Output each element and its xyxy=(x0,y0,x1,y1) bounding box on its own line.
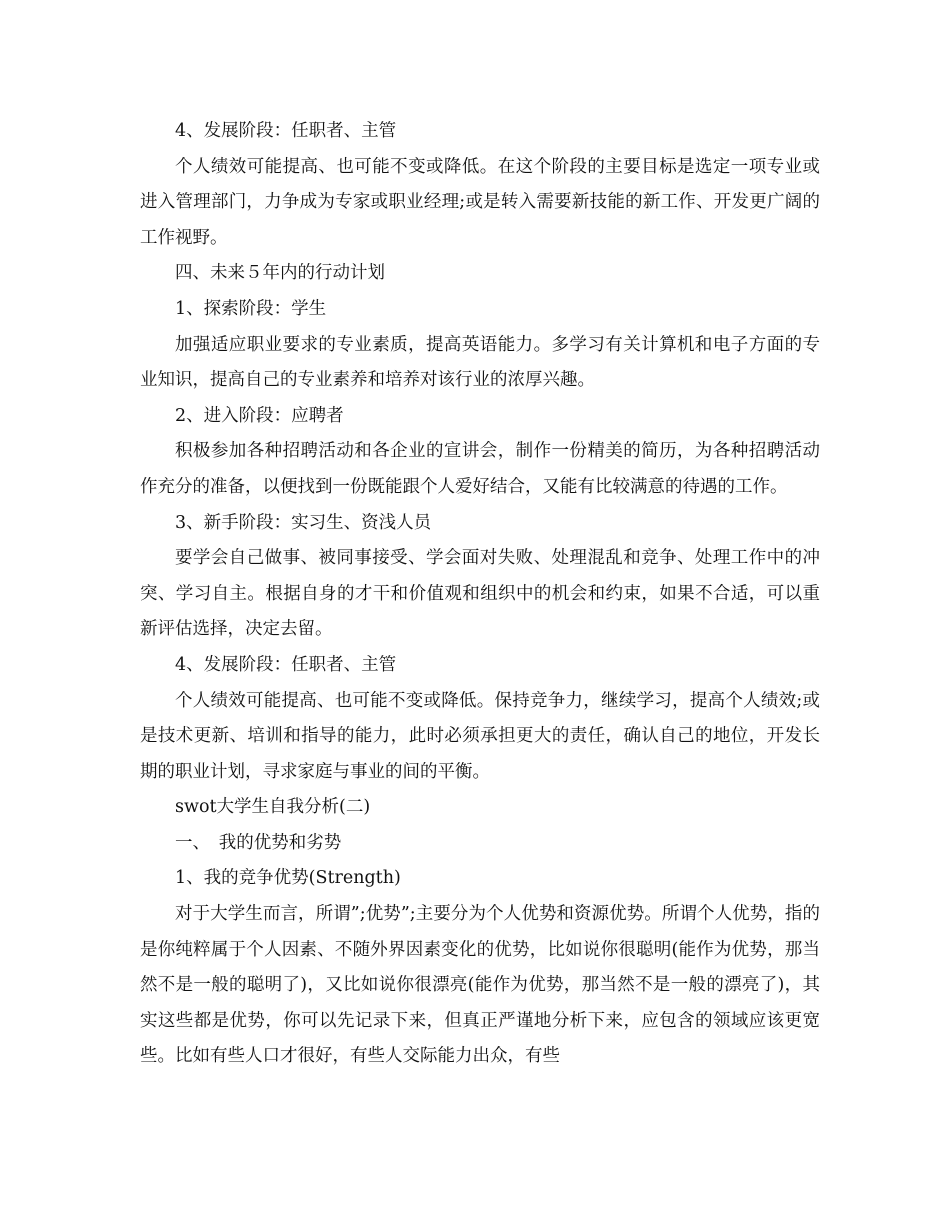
section-heading-strengths-weaknesses: 一、 我的优势和劣势 xyxy=(175,832,342,853)
paragraph-development-stage-1: 个人绩效可能提高、也可能不变或降低。在这个阶段的主要目标是选定一项专业或进入管理部门，力争成为专家或职业经理;或是转入需要新技能的新工作、开发更广阔的工作视野。 xyxy=(140,156,820,248)
section-heading-action-plan: 四、未来５年内的行动计划 xyxy=(175,263,385,284)
section-title-swot: swot大学生自我分析(二) xyxy=(175,797,371,818)
document-body xyxy=(140,114,820,1075)
paragraph-entry-stage: 积极参加各种招聘活动和各企业的宣讲会，制作一份精美的简历，为各种招聘活动作充分的准备，以便找到一份既能跟个人爱好结合，又能有比较满意的待遇的工作。 xyxy=(140,441,820,497)
paragraph-strength: 对于大学生而言，所谓”;优势”;主要分为个人优势和资源优势。所谓个人优势，指的是你纯粹属于个人因素、不随外界因素变化的优势，比如说你很聪明(能作为优势，那当然不是一般的聪明了)，又比如说你很漂亮(能作为优势，那当然不是一般的漂亮了)，其实这些都是优势，你可以先记录下来，但真正严谨地分析下来，应包含的领域应该更宽些。比如有些人口才很好，有些人交际能力出众，有些 xyxy=(140,904,820,1067)
subheading-strength: 1、我的竞争优势(Strength) xyxy=(175,868,401,889)
paragraph-novice-stage: 要学会自己做事、被同事接受、学会面对失败、处理混乱和竞争、处理工作中的冲突、学习自主。根据自身的才干和价值观和组织中的机会和约束，如果不合适，可以重新评估选择，决定去留。 xyxy=(140,548,820,640)
subheading-development-stage-2: 4、发展阶段：任职者、主管 xyxy=(175,654,397,675)
subheading-novice-stage: 3、新手阶段：实习生、资浅人员 xyxy=(175,512,432,533)
paragraph-exploration-stage: 加强适应职业要求的专业素质，提高英语能力。多学习有关计算机和电子方面的专业知识，提高自己的专业素养和培养对该行业的浓厚兴趣。 xyxy=(140,334,820,391)
subheading-entry-stage: 2、进入阶段：应聘者 xyxy=(175,405,344,426)
paragraph-development-stage-2: 个人绩效可能提高、也可能不变或降低。保持竞争力，继续学习，提高个人绩效;或是技术更新、培训和指导的能力，此时必须承担更大的责任，确认自己的地位，开发长期的职业计划，寻求家庭与事业的间的平衡。 xyxy=(140,690,820,782)
subheading-development-stage-1: 4、发展阶段：任职者、主管 xyxy=(175,121,397,141)
subheading-exploration-stage: 1、探索阶段：学生 xyxy=(175,298,327,319)
